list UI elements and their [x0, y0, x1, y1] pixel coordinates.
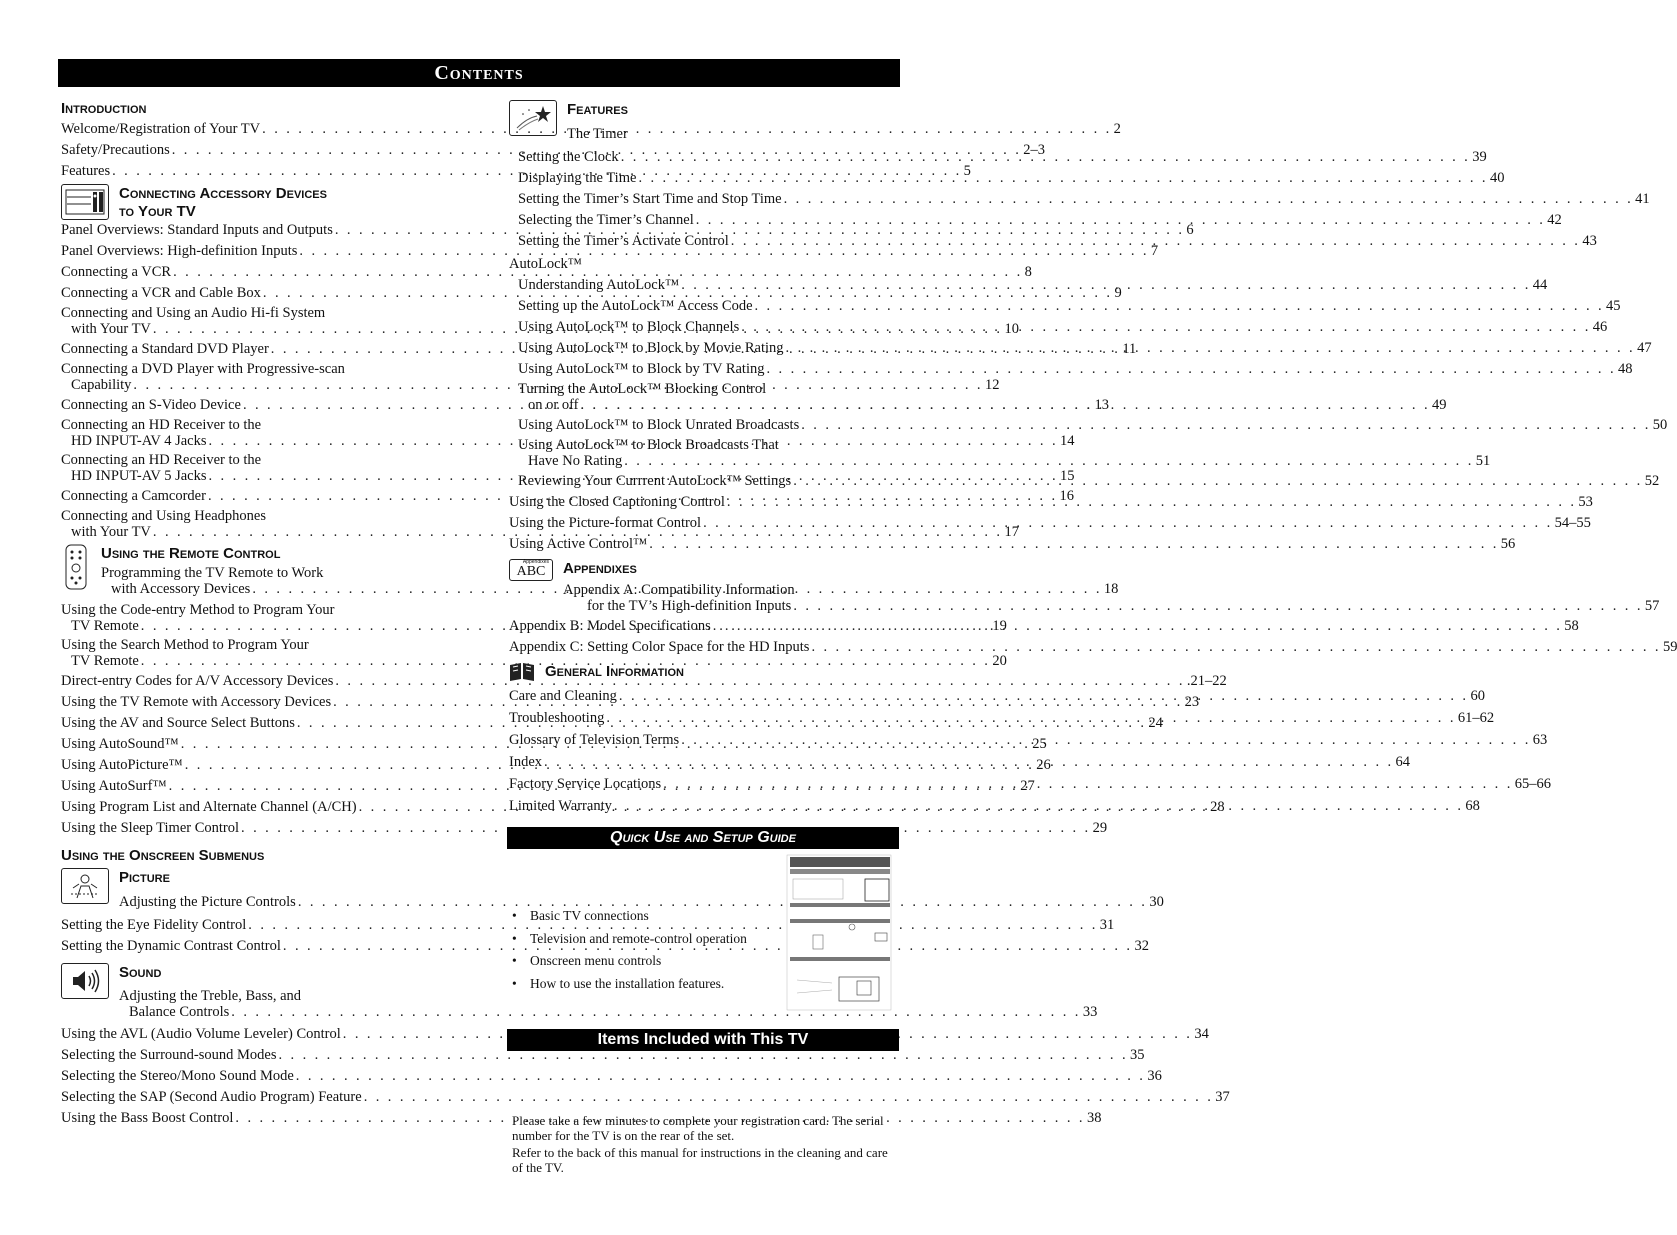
toc-entry[interactable]: Using the AV and Source Select Buttons . . . 24: [61, 715, 451, 732]
toc-entry[interactable]: Using the AVL (Audio Volume Leveler) Control . . . 34: [61, 1026, 451, 1043]
quick-guide-thumbnail: [787, 855, 891, 1010]
section-features: [509, 100, 898, 147]
toc-entry[interactable]: Appendix B: Model Specifications . . . 58: [509, 618, 898, 635]
toc-entry[interactable]: Using the Sleep Timer Control . . . 29: [61, 820, 451, 837]
toc-entry[interactable]: Selecting the Surround-sound Modes . . . 35: [61, 1047, 451, 1064]
section-heading-sound: Sound: [119, 964, 162, 981]
list-item: • Basic TV connections: [512, 908, 782, 924]
toc-entry[interactable]: Using Active Control™ . . . 56: [509, 536, 898, 553]
list-item: • Onscreen menu controls: [512, 953, 782, 969]
toc-entry[interactable]: Appendix A: Compatibility Information for the TV’s High-definition Inputs . . . 57: [509, 583, 898, 614]
toc-entry[interactable]: Using the Picture-format Control . . . 54–55: [509, 515, 898, 532]
toc-entry[interactable]: Troubleshooting . . . 61–62: [509, 710, 898, 727]
toc-entry[interactable]: Using the Bass Boost Control . . . 38: [61, 1110, 451, 1127]
toc-entry[interactable]: Setting the Eye Fidelity Control . . . 31: [61, 917, 451, 934]
toc-entry[interactable]: Using the TV Remote with Accessory Devices . . . 23: [61, 694, 451, 711]
section-heading-general: General Information: [545, 663, 684, 680]
subsection-label: The Timer: [567, 126, 628, 142]
toc-entry[interactable]: Using AutoLock™ to Block by Movie Rating . . . 47: [518, 340, 898, 357]
toc-entry[interactable]: Using AutoSurf™ . . . 27: [61, 778, 451, 795]
section-picture: [61, 868, 1164, 915]
speaker-icon: [61, 963, 109, 999]
toc-entry[interactable]: Features . . . 5: [61, 163, 451, 180]
toc-entry[interactable]: Safety/Precautions . . . 2–3: [61, 142, 451, 159]
toc-entry[interactable]: Connecting a Standard DVD Player . . . 11: [61, 341, 451, 358]
toc-entry[interactable]: Using AutoLock™ to Block Channels . . . 46: [518, 319, 898, 336]
toc-entry[interactable]: Using AutoPicture™ . . . 26: [61, 757, 451, 774]
list-item: • How to use the installation features.: [512, 976, 782, 992]
toc-entry[interactable]: Limited Warranty . . . 68: [509, 798, 898, 815]
toc-entry[interactable]: Care and Cleaning . . . 60: [509, 688, 898, 705]
toc-entry[interactable]: Adjusting the Treble, Bass, and Balance Controls . . . 33: [119, 989, 1097, 1020]
note-paragraph: Refer to the back of this manual for instructions in the cleaning and care of the TV.: [512, 1145, 888, 1175]
section-heading-onscreen: Using the Onscreen Submenus: [61, 847, 265, 864]
section-heading-remote: Using the Remote Control: [101, 545, 281, 562]
toc-entry[interactable]: Connecting a DVD Player with Progressive-scan Capability . . . 12: [61, 362, 451, 393]
toc-entry[interactable]: Panel Overviews: Standard Inputs and Outputs . . . 6: [61, 222, 451, 239]
toc-entry[interactable]: Setting up the AutoLock™ Access Code . . . 45: [518, 298, 898, 315]
toc-entry[interactable]: Using AutoSound™ . . . 25: [61, 736, 451, 753]
section-heading-features: Features: [567, 101, 628, 118]
toc-entry[interactable]: Setting the Timer’s Activate Control . . . 43: [518, 233, 898, 250]
toc-entry[interactable]: Programming the TV Remote to Work with Accessory Devices . . . 18: [101, 566, 1118, 597]
toc-entry[interactable]: Panel Overviews: High-definition Inputs . . . 7: [61, 243, 451, 260]
toc-entry[interactable]: Setting the Clock . . . 39: [518, 149, 898, 166]
toc-entry[interactable]: Direct-entry Codes for A/V Accessory Devices . . . .21–22: [61, 673, 451, 690]
page-title: Contents: [58, 59, 900, 87]
book-icon: [509, 662, 535, 682]
connector-panel-icon: [61, 184, 109, 220]
section-heading-introduction: Introduction: [61, 100, 147, 117]
toc-entry[interactable]: Understanding AutoLock™ . . . 44: [518, 277, 898, 294]
toc-entry[interactable]: Setting the Dynamic Contrast Control . . . 32: [61, 938, 451, 955]
toc-entry[interactable]: Using the Closed Captioning Control . . . 53: [509, 494, 898, 511]
toc-entry[interactable]: Connecting and Using Headphones with Your TV . . . 17: [61, 509, 451, 540]
toc-entry[interactable]: Connecting a Camcorder . . . 16: [61, 488, 451, 505]
toc-entry[interactable]: Connecting an HD Receiver to the HD INPUT-AV 4 Jacks . . . 14: [61, 418, 451, 449]
toc-entry[interactable]: Using AutoLock™ to Block Broadcasts That Have No Rating . . . 51: [518, 438, 898, 469]
toc-entry[interactable]: Using AutoLock™ to Block Unrated Broadcasts . . . 50: [518, 417, 898, 434]
quick-guide-heading: Quick Use and Setup Guide: [507, 827, 899, 849]
toc-entry[interactable]: Connecting an S-Video Device . . . 13: [61, 397, 451, 414]
toc-entry[interactable]: Selecting the Stereo/Mono Sound Mode . . . 36: [61, 1068, 451, 1085]
toc-entry[interactable]: Using the Code-entry Method to Program Your TV Remote . . . 19: [61, 603, 451, 634]
toc-entry[interactable]: Connecting a VCR and Cable Box . . . 9: [61, 285, 451, 302]
toc-entry[interactable]: Reviewing Your Currrent AutoLock™ Settings . . . 52: [518, 473, 898, 490]
toc-entry[interactable]: Index . . . 64: [509, 754, 898, 771]
section-general: [509, 662, 898, 682]
toc-entry[interactable]: Turning the AutoLock™ Blocking Control on or off . . . 49: [518, 382, 898, 413]
toc-entry[interactable]: Using the Search Method to Program Your TV Remote . . . 20: [61, 638, 451, 669]
toc-entry[interactable]: Setting the Timer’s Start Time and Stop Time . . . 41: [518, 191, 898, 208]
subsection-label: AutoLock™: [509, 256, 583, 272]
toc-entry[interactable]: Appendix C: Setting Color Space for the HD Inputs . . . 59: [509, 639, 898, 656]
appendix-icon: Appendixes ABC: [509, 559, 553, 581]
section-heading-appendixes: Appendixes: [563, 560, 637, 577]
toc-entry[interactable]: Using AutoLock™ to Block by TV Rating . . . 48: [518, 361, 898, 378]
items-included-heading: Items Included with This TV: [507, 1029, 899, 1051]
toc-entry[interactable]: Adjusting the Picture Controls . . . 30: [119, 894, 1164, 911]
toc-entry[interactable]: Connecting a VCR . . . 8: [61, 264, 451, 281]
toc-entry[interactable]: Selecting the SAP (Second Audio Program) Feature . . . 37: [61, 1089, 451, 1106]
section-heading-connecting-2: to Your TV: [119, 203, 196, 220]
toc-entry[interactable]: Using Program List and Alternate Channel (A/CH) . . . 28: [61, 799, 451, 816]
toc-entry[interactable]: Factory Service Locations . . . 65–66: [509, 776, 898, 793]
toc-entry[interactable]: Glossary of Television Terms . . . 63: [509, 732, 898, 749]
section-connecting: [61, 184, 451, 220]
quick-guide-list: [512, 908, 782, 998]
note-paragraph: Please take a few minutes to complete your registration card. The serial number for the TV is on the rear of the set.: [512, 1113, 884, 1143]
toc-entry[interactable]: Displaying the Time . . . 40: [518, 170, 898, 187]
section-heading-connecting: Connecting Accessory Devices: [119, 185, 327, 202]
list-item: • Television and remote-control operation: [512, 931, 782, 947]
toc-entry[interactable]: Connecting an HD Receiver to the HD INPUT-AV 5 Jacks . . . 15: [61, 453, 451, 484]
section-heading-picture: Picture: [119, 869, 170, 886]
section-appendixes: [509, 559, 898, 581]
remote-control-icon: [61, 544, 91, 590]
shooting-star-icon: [509, 100, 557, 136]
appendix-list: [509, 618, 1677, 656]
toc-entry[interactable]: Connecting and Using an Audio Hi-fi System with Your TV . . . 10: [61, 306, 451, 337]
toc-entry[interactable]: Welcome/Registration of Your TV . . . 2: [61, 121, 451, 138]
registration-note: [512, 1113, 892, 1177]
picture-icon: [61, 868, 109, 904]
toc-entry[interactable]: Selecting the Timer’s Channel . . . 42: [518, 212, 898, 229]
